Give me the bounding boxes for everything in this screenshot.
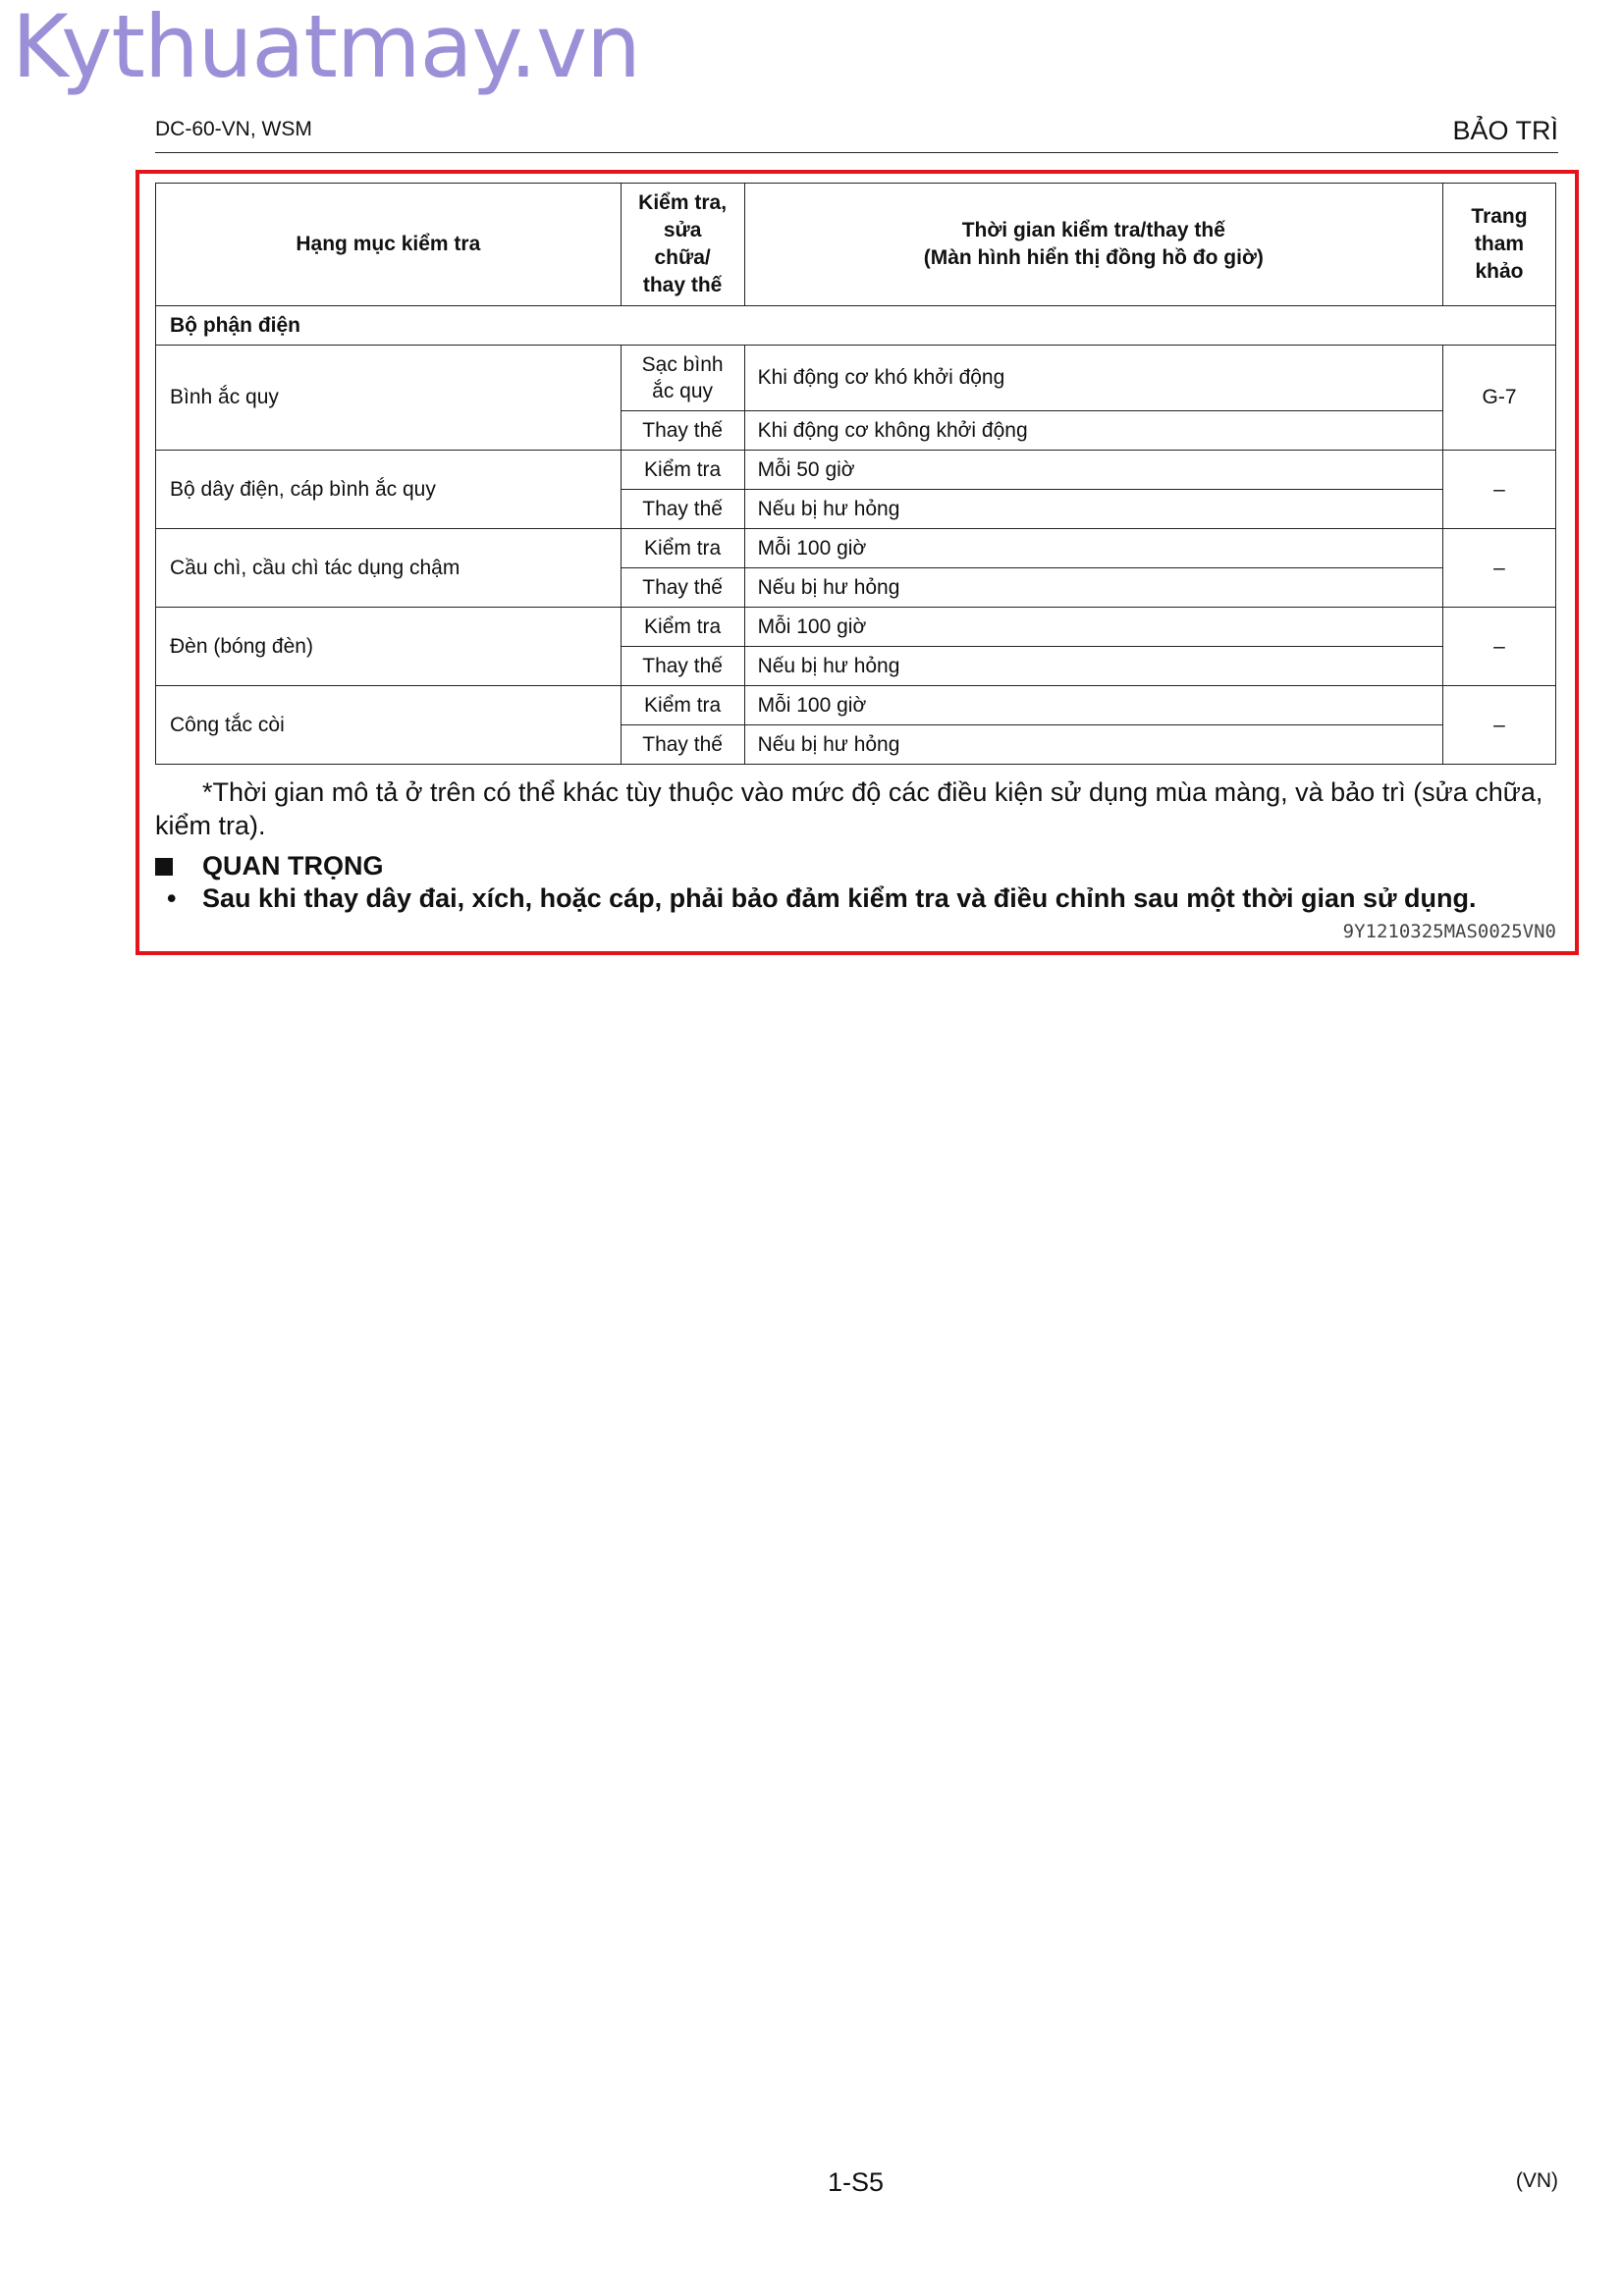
item-name: Công tắc còi [156,686,622,765]
square-bullet-icon [155,858,173,876]
bullet-icon: • [167,883,177,913]
item-name: Bộ dây điện, cáp bình ắc quy [156,451,622,529]
item-reference: G-7 [1443,346,1556,451]
item-interval: Nếu bị hư hỏng [744,725,1442,765]
header-doc-id: DC-60-VN, WSM [155,118,312,140]
item-reference: – [1443,451,1556,529]
important-title: QUAN TRỌNG [202,851,384,881]
col-header-reference: Trang tham khảo [1443,184,1556,306]
item-action: Thay thế [621,490,744,529]
col-header-interval: Thời gian kiểm tra/thay thế (Màn hình hiển thị đồng hồ đo giờ) [744,184,1442,306]
col-header-action: Kiểm tra, sửa chữa/ thay thế [621,184,744,306]
item-interval: Khi động cơ khó khởi động [744,346,1442,411]
footnote: *Thời gian mô tả ở trên có thể khác tùy thuộc vào mức độ các điều kiện sử dụng mùa màng, và bảo trì (sửa chữa, kiểm tra). [155,777,1543,840]
item-name: Bình ắc quy [156,346,622,451]
item-interval: Nếu bị hư hỏng [744,647,1442,686]
item-action: Kiểm tra [621,686,744,725]
item-action: Kiểm tra [621,529,744,568]
table-row [156,608,1556,647]
item-action: Kiểm tra [621,608,744,647]
table-row [156,346,1556,411]
item-reference: – [1443,686,1556,765]
item-interval: Mỗi 50 giờ [744,451,1442,490]
item-action: Thay thế [621,568,744,608]
item-interval: Nếu bị hư hỏng [744,490,1442,529]
table-row [156,686,1556,725]
item-interval: Nếu bị hư hỏng [744,568,1442,608]
language-tag: (VN) [1515,2169,1558,2192]
table-row [156,451,1556,490]
important-heading [155,851,384,881]
item-action: Thay thế [621,647,744,686]
item-action: Sạc bình ắc quy [621,346,744,411]
item-interval: Mỗi 100 giờ [744,529,1442,568]
item-action: Thay thế [621,725,744,765]
item-action: Thay thế [621,411,744,451]
item-interval: Khi động cơ không khởi động [744,411,1442,451]
item-interval: Mỗi 100 giờ [744,686,1442,725]
table-header-row [156,184,1556,306]
maintenance-table [155,183,1556,765]
page-number: 1-S5 [828,2167,885,2197]
watermark: Kythuatmay.vn [12,0,640,97]
item-reference: – [1443,608,1556,686]
important-text: Sau khi thay dây đai, xích, hoặc cáp, phải bảo đảm kiểm tra và điều chỉnh sau một thời gian sử dụng. [202,883,1477,913]
item-name: Cầu chì, cầu chì tác dụng chậm [156,529,622,608]
section-title: Bộ phận điện [156,306,1556,346]
important-item [167,883,1477,914]
table-row [156,529,1556,568]
document-code: 9Y1210325MAS0025VN0 [1342,921,1556,942]
item-action: Kiểm tra [621,451,744,490]
header-divider [155,152,1558,153]
item-name: Đèn (bóng đèn) [156,608,622,686]
item-interval: Mỗi 100 giờ [744,608,1442,647]
item-reference: – [1443,529,1556,608]
section-row [156,306,1556,346]
col-header-item: Hạng mục kiểm tra [156,184,622,306]
header-section-title: BẢO TRÌ [1452,116,1558,145]
